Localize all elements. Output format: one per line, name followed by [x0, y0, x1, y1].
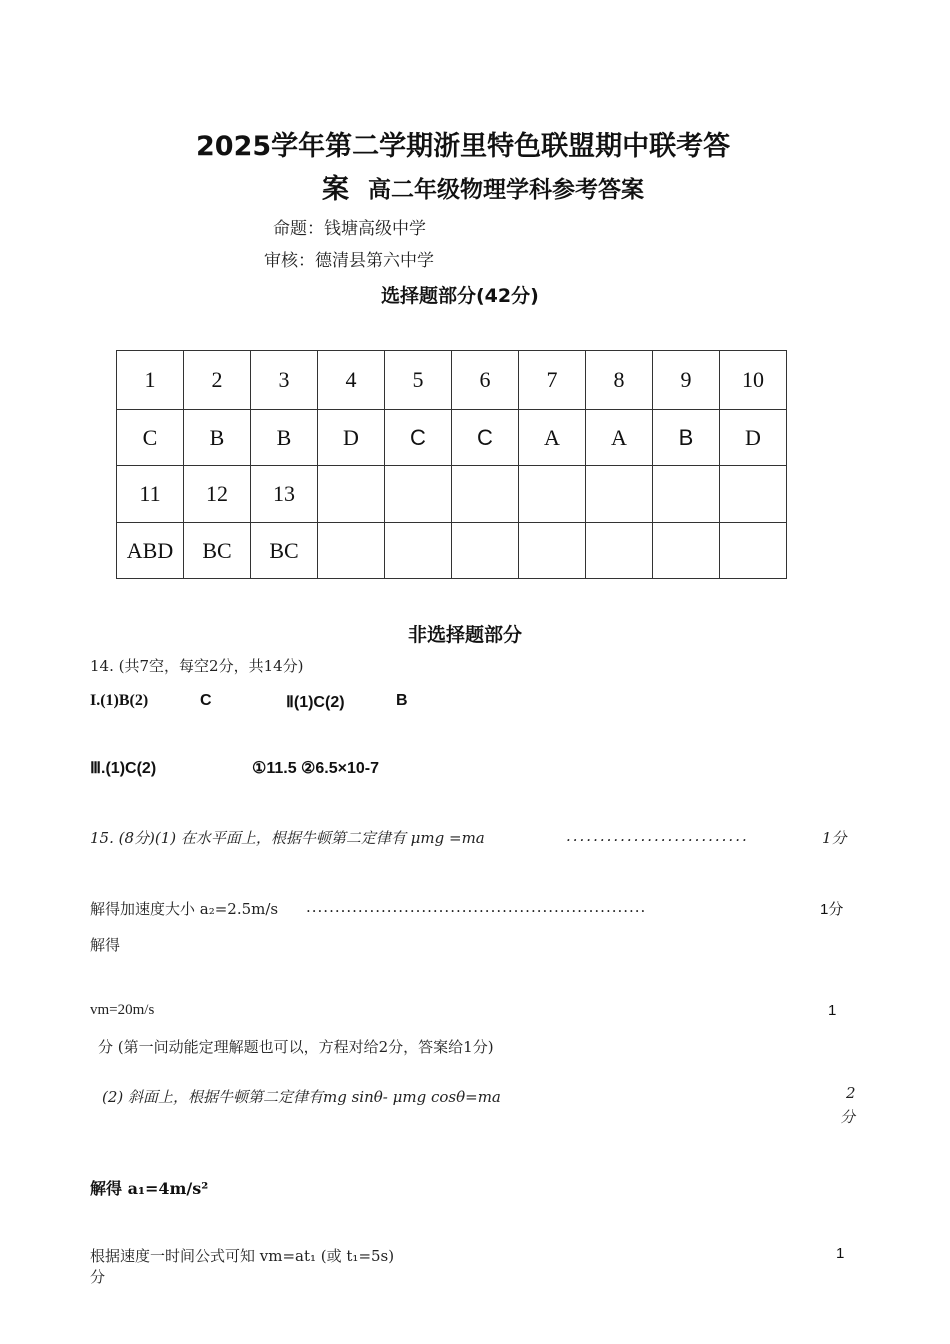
- q14-part1-d: B: [396, 692, 408, 709]
- q15-line1-dots: ...........................: [566, 827, 749, 845]
- q15-line2: 解得加速度大小 a₂=2.5m/s: [90, 900, 279, 918]
- q15-line2-score: 1分: [820, 901, 844, 918]
- table-cell: [318, 523, 385, 579]
- table-cell: [519, 466, 586, 523]
- q15-line3: 解得: [90, 936, 121, 954]
- table-cell: [720, 523, 787, 579]
- table-cell: D: [720, 410, 787, 466]
- table-cell: C: [117, 410, 184, 466]
- table-row: [117, 351, 787, 410]
- q15-last-unit: 分: [90, 1268, 106, 1286]
- table-cell: B: [184, 410, 251, 466]
- q15-a1: 解得 a₁=4m/s²: [90, 1179, 209, 1198]
- table-cell: 2: [184, 351, 251, 410]
- table-cell: C: [452, 410, 519, 466]
- q15-line1-score: 1分: [822, 829, 847, 847]
- q15-last-score: 1: [836, 1245, 845, 1262]
- q15-line1: 15. (8分)(1) 在水平面上，根据牛顿第二定律有 μmg =ma: [90, 829, 485, 847]
- table-cell: 12: [184, 466, 251, 523]
- table-cell: A: [519, 410, 586, 466]
- title-line-2a: 案: [322, 174, 349, 205]
- table-cell: [653, 523, 720, 579]
- table-row: [117, 466, 787, 523]
- table-cell: B: [653, 410, 720, 466]
- q14-part1-b: C: [200, 692, 212, 709]
- q15-line5: 分 (第一问动能定理解题也可以，方程对给2分，答案给1分): [98, 1038, 494, 1056]
- title-line-2b: 高二年级物理学科参考答案: [368, 177, 644, 203]
- table-cell: 10: [720, 351, 787, 410]
- q14-part1-c: Ⅱ(1)C(2): [286, 694, 345, 711]
- table-cell: [586, 466, 653, 523]
- q15-last: 根据速度一时间公式可知 vm=at₁ (或 t₁=5s): [90, 1247, 395, 1265]
- table-cell: [519, 523, 586, 579]
- table-cell: B: [251, 410, 318, 466]
- table-cell: [385, 466, 452, 523]
- table-cell: [653, 466, 720, 523]
- table-cell: BC: [251, 523, 318, 579]
- table-cell: 3: [251, 351, 318, 410]
- author-line: 命题：钱塘高级中学: [273, 219, 426, 239]
- q15-part2-score-b: 分: [840, 1108, 856, 1126]
- table-cell: [318, 466, 385, 523]
- table-cell: 6: [452, 351, 519, 410]
- reviewer-line: 审核：德清县第六中学: [264, 251, 434, 271]
- table-cell: 7: [519, 351, 586, 410]
- table-cell: 9: [653, 351, 720, 410]
- table-cell: 4: [318, 351, 385, 410]
- q15-line4-score: 1: [828, 1002, 837, 1019]
- table-cell: [452, 523, 519, 579]
- table-cell: ABD: [117, 523, 184, 579]
- table-cell: BC: [184, 523, 251, 579]
- table-cell: 11: [117, 466, 184, 523]
- q15-line2-dots: ...........................................................: [306, 898, 647, 916]
- answer-table: [116, 350, 787, 579]
- q14-part1-a: I.(1)B(2): [90, 692, 149, 709]
- title-line-1: 2025学年第二学期浙里特色联盟期中联考答: [196, 131, 731, 162]
- q14-intro: 14. (共7空，每空2分，共14分): [90, 657, 304, 675]
- q14-part3-a: Ⅲ.(1)C(2): [90, 760, 157, 777]
- table-cell: D: [318, 410, 385, 466]
- table-cell: A: [586, 410, 653, 466]
- q14-part3-b: ①11.5 ②6.5×10-7: [252, 760, 379, 777]
- table-cell: [385, 523, 452, 579]
- table-cell: 1: [117, 351, 184, 410]
- table-cell: [720, 466, 787, 523]
- table-cell: 5: [385, 351, 452, 410]
- table-cell: 13: [251, 466, 318, 523]
- table-cell: C: [385, 410, 452, 466]
- nonchoice-heading: 非选择题部分: [408, 624, 523, 646]
- table-row: [117, 523, 787, 579]
- table-row: [117, 410, 787, 466]
- q15-part2-score-a: 2: [846, 1084, 856, 1102]
- q15-part2: (2) 斜面上，根据牛顿第二定律有mg sinθ- μmg cosθ=ma: [102, 1088, 501, 1106]
- table-cell: [586, 523, 653, 579]
- q15-line4: vm=20m/s: [90, 1002, 155, 1018]
- table-cell: [452, 466, 519, 523]
- table-cell: 8: [586, 351, 653, 410]
- choice-heading: 选择题部分(42分): [381, 285, 539, 307]
